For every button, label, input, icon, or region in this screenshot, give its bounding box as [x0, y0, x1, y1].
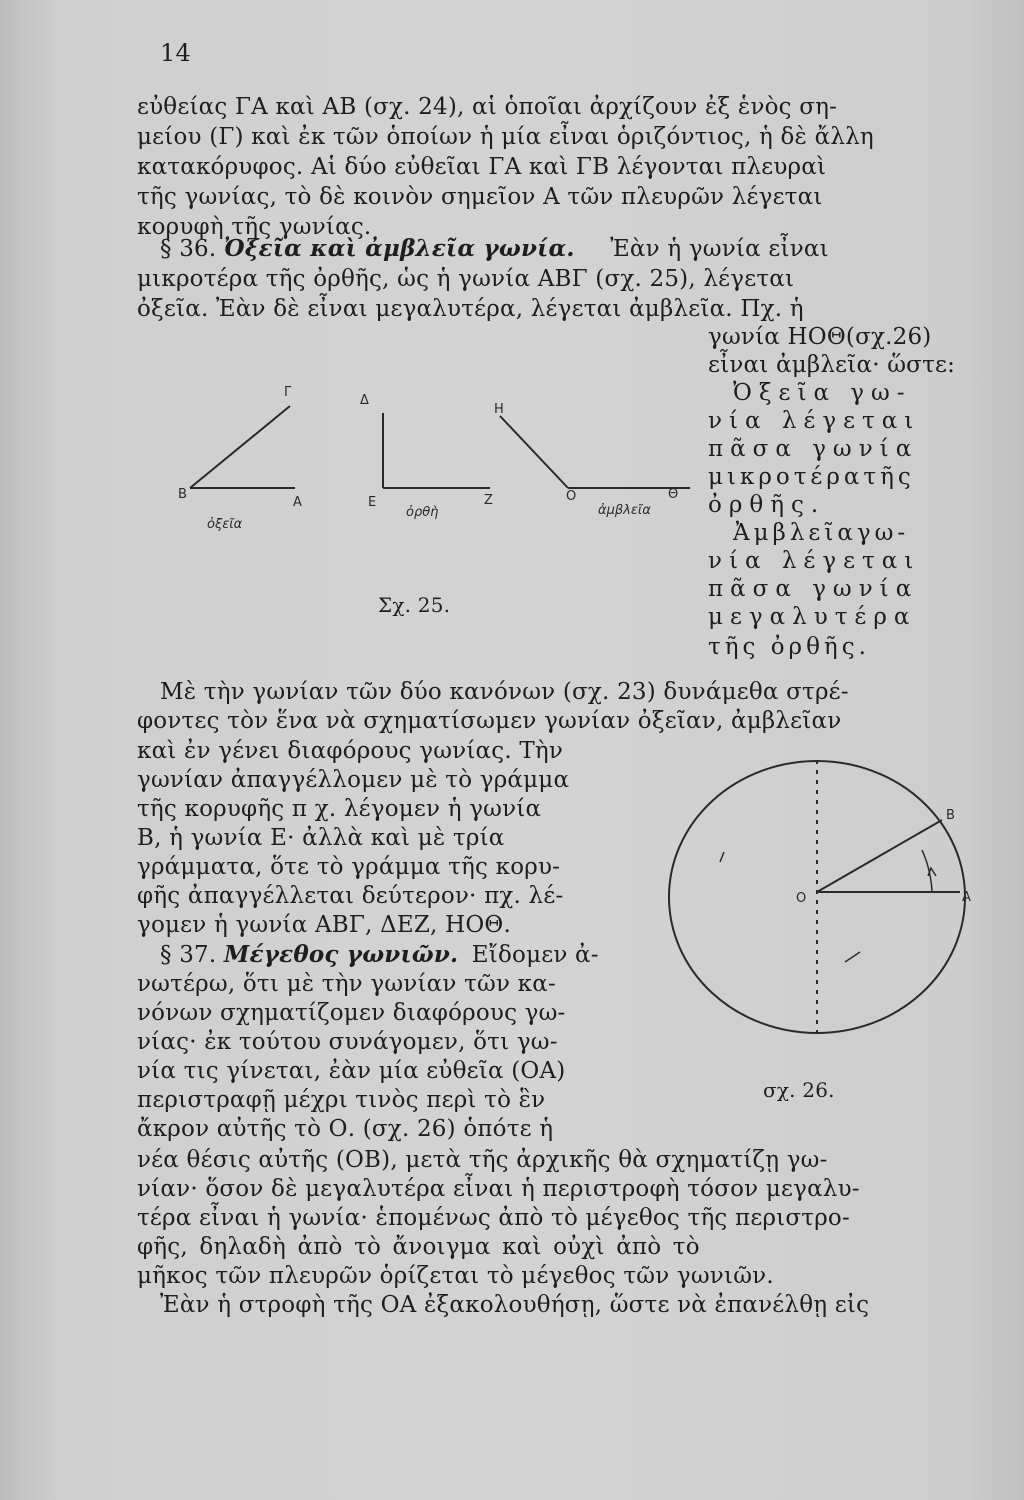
figure-26 — [660, 752, 980, 1052]
label-b: Β — [946, 808, 955, 823]
text-line: μεγαλυτέρα — [708, 604, 917, 630]
text-line: εὐθείας ΓΑ καὶ ΑΒ (σχ. 24), αἱ ὁποῖαι ἀρχίζουν ἐξ ἑνὸς ση- — [137, 94, 838, 120]
text-line: μείου (Γ) καὶ ἐκ τῶν ὁποίων ἡ μία εἶναι ὁριζόντιος, ἡ δὲ ἄλλη — [137, 124, 874, 150]
text-line: Ἀμβλεῖαγω- — [733, 520, 910, 546]
figure-26-caption: σχ. 26. — [763, 1078, 835, 1102]
text-line: ὀρθῆς. — [708, 492, 826, 518]
text-line: νίαν· ὅσον δὲ μεγαλυτέρα εἶναι ἡ περιστροφὴ τόσον μεγαλυ- — [137, 1176, 860, 1202]
label-o: Ο — [796, 891, 807, 906]
section-heading: Ὀξεῖα καὶ ἀμβλεῖα γωνία. — [223, 235, 575, 262]
label-beta: Β — [178, 487, 187, 502]
text-line: φῆς ἀπαγγέλλεται δεύτερον· πχ. λέ- — [137, 883, 564, 909]
section-heading: Μέγεθος γωνιῶν. — [223, 941, 459, 968]
label-omicron: Ο — [566, 489, 577, 504]
text-line: μικροτέρα τῆς ὀρθῆς, ὡς ἡ γωνία ΑΒΓ (σχ. 25), λέγεται — [137, 266, 795, 292]
text-line: γομεν ἡ γωνία ΑΒΓ, ΔΕΖ, ΗΟΘ. — [137, 912, 511, 938]
text-line: γωνίαν ἀπαγγέλλομεν μὲ τὸ γράμμα — [137, 767, 570, 793]
text-line: νία λέγεται — [708, 548, 921, 574]
text-line: γωνία ΗΟΘ(σχ.26) — [708, 324, 932, 350]
label-epsilon: Ε — [368, 495, 377, 510]
label-orthi: ὀρθὴ — [406, 505, 439, 520]
label-gamma: Γ — [284, 385, 292, 400]
text-line: εἶναι ἀμβλεῖα· ὥστε: — [708, 352, 956, 378]
text-line: περιστραφῇ μέχρι τινὸς περὶ τὸ ἓν — [137, 1087, 546, 1113]
text-line: ὀξεῖα. Ἐὰν δὲ εἶναι μεγαλυτέρα, λέγεται ἀμβλεῖα. Πχ. ἡ — [137, 296, 804, 322]
label-eta: Η — [494, 402, 504, 417]
text-fragment: Εἴδομεν ἀ- — [471, 942, 599, 968]
text-line: νίας· ἐκ τούτου συνάγομεν, ὅτι γω- — [137, 1029, 558, 1055]
text-line: νωτέρω, ὅτι μὲ τὴν γωνίαν τῶν κα- — [137, 971, 556, 997]
text-line: τῆς ὀρθῆς. — [708, 634, 870, 660]
text-line: νέα θέσις αὐτῆς (ΟΒ), μετὰ τῆς ἀρχικῆς θὰ σχηματίζῃ γω- — [137, 1147, 828, 1173]
section-37-line — [160, 940, 599, 970]
text-line: τῆς κορυφῆς π χ. λέγομεν ἡ γωνία — [137, 796, 542, 822]
label-amvleia: ἀμβλεῖα — [598, 503, 651, 518]
label-theta: Θ — [668, 487, 679, 502]
text-line: τέρα εἶναι ἡ γωνία· ἑπομένως ἀπὸ τὸ μέγεθος τῆς περιστρο- — [137, 1205, 850, 1231]
text-line: κορυφὴ τῆς γωνίας. — [137, 214, 372, 240]
text-line: νόνων σχηματίζομεν διαφόρους γω- — [137, 1000, 566, 1026]
text-line: Ὀξεῖα γω- — [733, 380, 912, 406]
label-oxeia: ὀξεῖα — [207, 517, 243, 532]
text-line: γράμματα, ὅτε τὸ γράμμα τῆς κορυ- — [137, 854, 561, 880]
text-line: πᾶσα γωνία — [708, 576, 919, 602]
text-line: κατακόρυφος. Αἱ δύο εὐθεῖαι ΓΑ καὶ ΓΒ λέγονται πλευραὶ — [137, 154, 827, 180]
text-line: Μὲ τὴν γωνίαν τῶν δύο κανόνων (σχ. 23) δυνάμεθα στρέ- — [160, 679, 849, 705]
label-delta: Δ — [360, 393, 369, 408]
label-zeta: Ζ — [484, 493, 493, 508]
text-line: μικροτέρατῆς — [708, 464, 915, 490]
section-number: § 37. — [160, 942, 217, 968]
section-36-line — [160, 234, 829, 264]
figure-25 — [170, 388, 690, 558]
text-line: πᾶσα γωνία — [708, 436, 919, 462]
text-line: καὶ ἐν γένει διαφόρους γωνίας. Τὴν — [137, 738, 564, 764]
figure-25-caption: Σχ. 25. — [378, 593, 451, 617]
text-fragment: Ἐὰν ἡ γωνία εἶναι — [610, 236, 829, 262]
text-line: μῆκος τῶν πλευρῶν ὁρίζεται τὸ μέγεθος τῶν γωνιῶν. — [137, 1263, 774, 1289]
label-alpha: Α — [293, 495, 302, 510]
text-line: φοντες τὸν ἕνα νὰ σχηματίσωμεν γωνίαν ὀξεῖαν, ἀμβλεῖαν — [137, 708, 842, 734]
text-line: φῆς, δηλαδὴ ἀπὸ τὸ ἄνοιγμα καὶ οὐχὶ ἀπὸ τὸ — [137, 1234, 700, 1260]
text-line: Β, ἡ γωνία Ε· ἀλλὰ καὶ μὲ τρία — [137, 825, 505, 851]
text-line: τῆς γωνίας, τὸ δὲ κοινὸν σημεῖον Α τῶν πλευρῶν λέγεται — [137, 184, 823, 210]
text-line: ἄκρον αὐτῆς τὸ Ο. (σχ. 26) ὁπότε ἡ — [137, 1116, 554, 1142]
text-line: νία λέγεται — [708, 408, 921, 434]
text-line: νία τις γίνεται, ἐὰν μία εὐθεῖα (ΟΑ) — [137, 1058, 566, 1084]
section-number: § 36. — [160, 236, 217, 262]
page-number: 14 — [160, 39, 191, 67]
label-a: Α — [962, 890, 971, 905]
text-line: Ἐὰν ἡ στροφὴ τῆς ΟΑ ἐξακολουθήσῃ, ὥστε νὰ ἐπανέλθῃ εἰς — [160, 1292, 870, 1318]
